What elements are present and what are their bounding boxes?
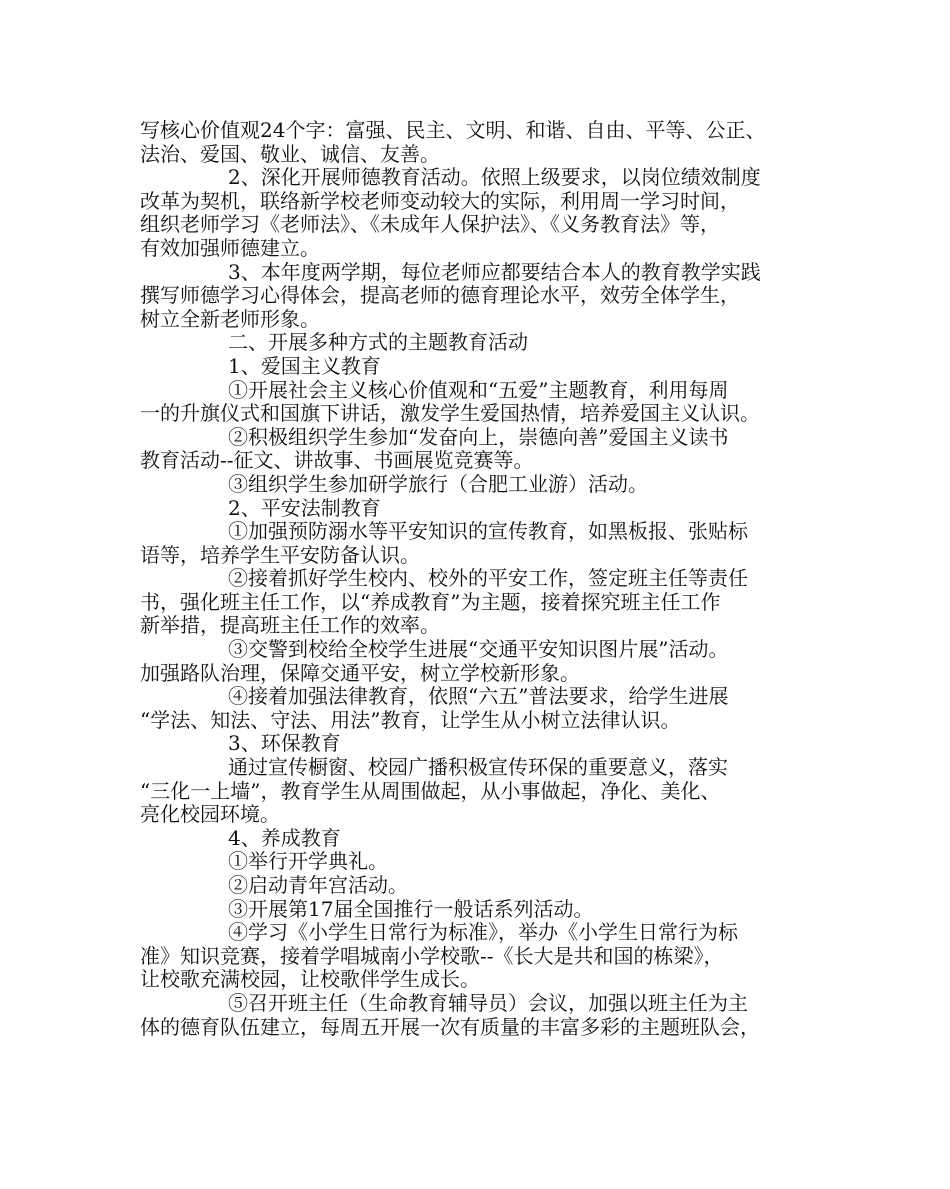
text-line: “三化一上墙”，教育学生从周围做起，从小事做起，净化、美化、 xyxy=(140,778,721,803)
text-line: 有效加强师德建立。 xyxy=(140,235,320,260)
text-line: 体的德育队伍建立，每周五开展一次有质量的丰富多彩的主题班队会， xyxy=(140,1014,760,1039)
text-line: ①举行开学典礼。 xyxy=(228,849,388,874)
text-line: 二、开展多种方式的主题教育活动 xyxy=(228,330,528,355)
text-line: 组织老师学习《老师法》、《未成年人保护法》、《义务教育法》等， xyxy=(140,212,720,237)
text-line: 新举措，提高班主任工作的效率。 xyxy=(140,613,440,638)
text-line: 2、平安法制教育 xyxy=(228,495,381,520)
text-line: ②积极组织学生参加“发奋向上，崇德向善”爱国主义读书 xyxy=(228,424,729,449)
text-line: 通过宣传橱窗、校园广播积极宣传环保的重要意义，落实 xyxy=(228,755,728,780)
text-line: ①加强预防溺水等平安知识的宣传教育，如黑板报、张贴标 xyxy=(228,519,748,544)
text-line: 加强路队治理，保障交通平安，树立学校新形象。 xyxy=(140,660,580,685)
text-line: 教育活动--征文、讲故事、书画展览竞赛等。 xyxy=(140,448,534,473)
text-line: ③交警到校给全校学生进展“交通平安知识图片展”活动。 xyxy=(228,637,729,662)
text-line: ③开展第17届全国推行一般话系列活动。 xyxy=(228,896,594,921)
text-line: 写核心价值观24个字：富强、民主、文明、和谐、自由、平等、公正、 xyxy=(140,118,766,142)
text-line: 准》知识竞赛，接着学唱城南小学校歌--《长大是共和国的栋梁》， xyxy=(140,943,724,968)
text-line: 法治、爱国、敬业、诚信、友善。 xyxy=(140,141,440,166)
text-line: 亮化校园环境。 xyxy=(140,802,280,827)
text-line: 4、养成教育 xyxy=(228,825,341,850)
text-line: 1、爱国主义教育 xyxy=(228,353,381,378)
text-line: ④学习《小学生日常行为标准》，举办《小学生日常行为标 xyxy=(228,920,738,945)
text-line: 改革为契机，联络新学校老师变动较大的实际，利用周一学习时间， xyxy=(140,188,740,213)
text-line: ①开展社会主义核心价值观和“五爱”主题教育，利用每周 xyxy=(228,377,729,402)
text-line: 树立全新老师形象。 xyxy=(140,306,320,331)
text-line: ④接着加强法律教育，依照“六五”普法要求，给学生进展 xyxy=(228,684,729,709)
text-line: 2、深化开展师德教育活动。依照上级要求，以岗位绩效制度 xyxy=(228,165,761,190)
text-line: 3、本年度两学期，每位老师应都要结合本人的教育教学实践 xyxy=(228,259,761,284)
text-line: 一的升旗仪式和国旗下讲话，激发学生爱国热情，培养爱国主义认识。 xyxy=(140,401,760,426)
text-line: 撰写师德学习心得体会，提高老师的德育理论水平，效劳全体学生， xyxy=(140,283,740,308)
text-line: ②启动青年宫活动。 xyxy=(228,873,408,897)
text-line: ③组织学生参加研学旅行（合肥工业游）活动。 xyxy=(228,471,648,496)
document-body xyxy=(140,119,830,1039)
text-line: 3、环保教育 xyxy=(228,731,341,756)
text-line: 让校歌充满校园，让校歌伴学生成长。 xyxy=(140,967,480,992)
text-line: “学法、知法、守法、用法”教育，让学生从小树立法律认识。 xyxy=(140,707,681,732)
text-line: 书，强化班主任工作，以“养成教育”为主题，接着探究班主任工作 xyxy=(140,589,721,614)
text-line: ⑤召开班主任（生命教育辅导员）会议，加强以班主任为主 xyxy=(228,990,748,1015)
text-line: ②接着抓好学生校内、校外的平安工作，签定班主任等责任 xyxy=(228,566,748,591)
text-line: 语等，培养学生平安防备认识。 xyxy=(140,542,420,567)
